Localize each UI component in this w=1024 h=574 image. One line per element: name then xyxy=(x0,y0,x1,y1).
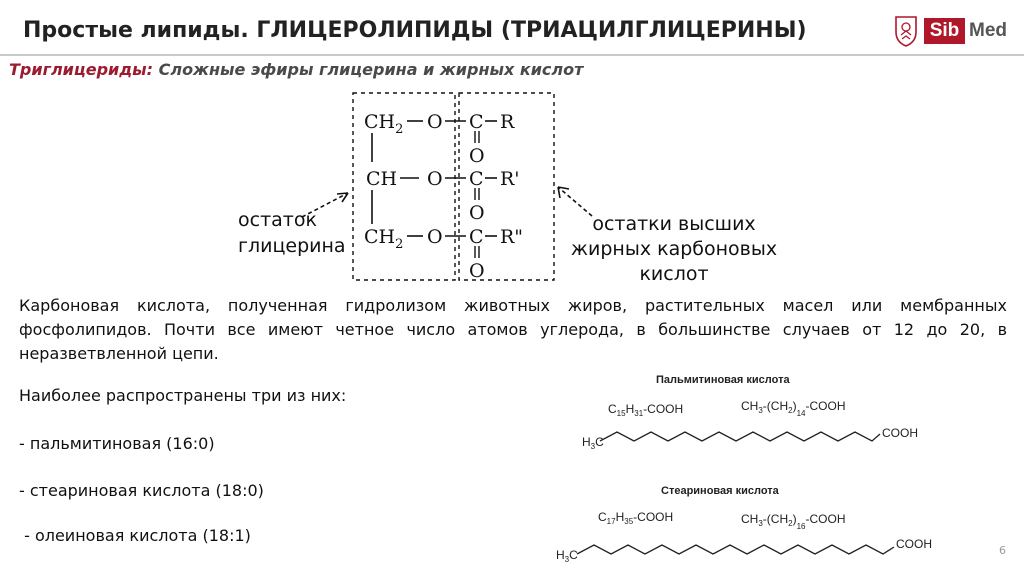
stearic-chain-start: $H_3C$ xyxy=(556,548,578,564)
description-paragraph: Карбоновая кислота, полученная гидролизом животных жиров, растительных масел или мембранных фосфолипидов. Почти все имеют четное число атомов углерода, в большинстве случаев от 12 до 20, в неразветвленной цепи. xyxy=(19,296,1007,363)
subtitle-accent: Триглицериды: xyxy=(9,60,154,79)
row2-acyl-carbon: C xyxy=(469,168,484,190)
row3-chain: R" xyxy=(500,226,524,248)
row3-carbonyl-oxygen: O xyxy=(469,260,485,282)
acid-item-oleic: - олеиновая кислота (18:1) xyxy=(19,526,251,545)
row1-chain: R xyxy=(500,111,515,133)
glycerol-label-line2: глицерина xyxy=(238,235,346,257)
row3-acyl-carbon: C xyxy=(469,226,484,248)
acid-label-line3: кислот xyxy=(639,263,709,285)
palmitic-formula-expanded: $CH_3-(CH_2)_{14}$-COOH xyxy=(741,399,846,418)
palmitic-formula-condensed: $C_{15}H_{31}$-COOH xyxy=(608,402,684,418)
row1-oxygen: O xyxy=(427,111,443,133)
row2-chain: R' xyxy=(500,168,520,190)
acids-intro: Наиболее распространены три из них: xyxy=(19,386,347,405)
acid-label-line1: остатки высших xyxy=(592,213,756,235)
row2-oxygen: O xyxy=(427,168,443,190)
row2-carbonyl-oxygen: O xyxy=(469,202,485,224)
palmitic-zigzag-chain xyxy=(600,432,880,441)
stearic-formula-condensed: $C_{17}H_{35}$-COOH xyxy=(598,510,674,526)
logo-sib-text: Sib xyxy=(924,18,965,44)
palmitic-chain-end: COOH xyxy=(882,426,918,440)
stearic-chain-end: COOH xyxy=(896,537,932,551)
slide-title: Простые липиды. ГЛИЦЕРОЛИПИДЫ (ТРИАЦИЛГЛИЦЕРИНЫ) xyxy=(23,18,807,43)
acid-item-palmitic: - пальмитиновая (16:0) xyxy=(19,434,215,453)
acid-item-stearic: - стеариновая кислота (18:0) xyxy=(19,481,264,500)
row1-carbon: $CH_2$ xyxy=(364,111,404,137)
stearic-formula-expanded: $CH_3-(CH_2)_{16}$-COOH xyxy=(741,512,846,531)
logo-med-text: Med xyxy=(969,20,1007,41)
row1-acyl-carbon: C xyxy=(469,111,484,133)
stearic-title: Стеариновая кислота xyxy=(661,485,779,497)
row3-carbon: $CH_2$ xyxy=(364,226,404,252)
row1-carbonyl-oxygen: O xyxy=(469,145,485,167)
row3-oxygen: O xyxy=(427,226,443,248)
palmitic-title: Пальмитиновая кислота xyxy=(656,374,790,386)
palmitic-chain-start: $H_3C$ xyxy=(582,435,604,451)
row2-carbon: CH xyxy=(366,168,398,190)
stearic-zigzag-chain xyxy=(577,545,894,554)
acid-label-line2: жирных карбоновых xyxy=(570,238,778,260)
page-number: 6 xyxy=(999,544,1006,557)
glycerol-label-line1: остаток xyxy=(238,209,317,231)
subtitle-text: Сложные эфиры глицерина и жирных кислот xyxy=(153,60,584,79)
